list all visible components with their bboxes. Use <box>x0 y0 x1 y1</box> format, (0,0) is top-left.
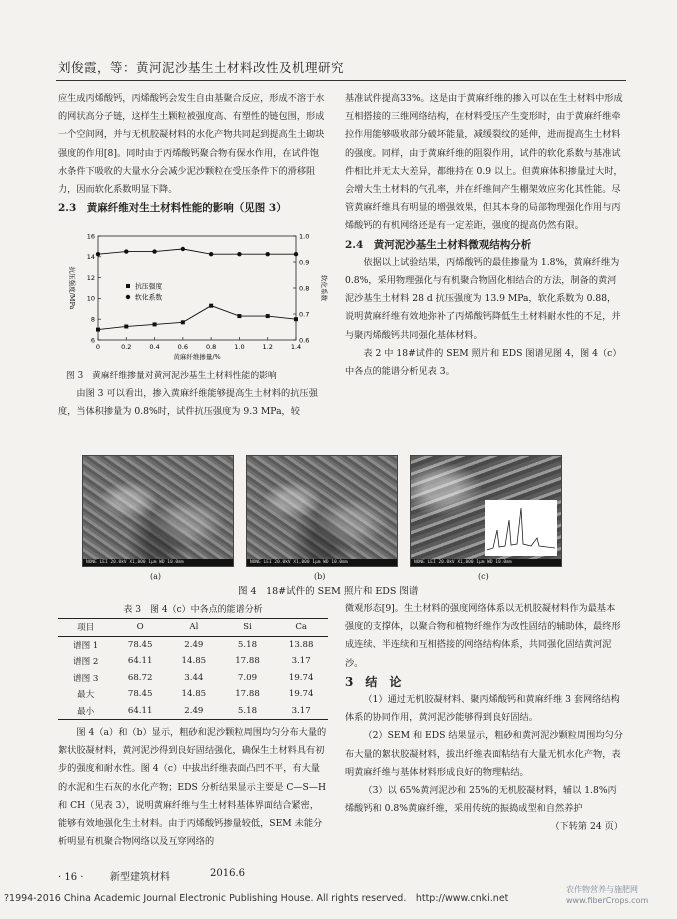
table-header-cell: 项目 <box>77 623 95 634</box>
x-tick-label: 0.2 <box>121 343 132 351</box>
right-column-lower <box>345 600 623 837</box>
y2-tick-label: 0.9 <box>299 258 310 267</box>
data-point <box>294 317 298 321</box>
conclusion-3: （3）以 65%黄河泥沙和 25%的无机胶凝材料，辅以 1.8%丙烯酸钙和 0.8%黄麻纤维，采用传统的振捣成型和自然养护 <box>345 785 617 815</box>
data-point <box>266 314 270 318</box>
y-tick-label: 8 <box>90 315 95 324</box>
running-header: 刘俊霞，等：黄河泥沙基生土材料改性及机理研究 <box>58 60 345 75</box>
table-cell: 2.49 <box>184 639 204 650</box>
eds-spectrum-inset <box>485 500 557 556</box>
y-axis-label: 抗压强度/MPa <box>68 266 76 310</box>
data-point <box>237 252 241 256</box>
table-cell: 78.45 <box>127 689 153 700</box>
panel-label-b: (b) <box>314 572 326 581</box>
y2-tick-label: 0.6 <box>299 336 310 345</box>
panel-label-c: (c) <box>478 572 489 581</box>
table-cell: 3.17 <box>291 656 311 667</box>
data-point <box>181 320 185 324</box>
figure-4-caption: 图 4 18#试件的 SEM 照片和 EDS 图谱 <box>238 586 419 597</box>
data-point <box>152 249 156 253</box>
table-3-caption: 表 3 图 4（c）中各点的能谱分析 <box>123 605 263 615</box>
right-column-upper <box>345 90 623 381</box>
x-tick-label: 1.4 <box>290 343 302 351</box>
copyright-line: ?1994-2016 China Academic Journal Electronic Publishing House. All rights reserved. http://www.cnki.net <box>4 893 509 904</box>
paragraph: 由图 3 可以看出，掺入黄麻纤维能够提高生土材料的抗压强度，当体积掺量为 0.8%时，试件抗压强度为 9.3 MPa，较 <box>58 388 318 418</box>
table-cell: 最大 <box>77 690 95 701</box>
data-point <box>294 252 298 256</box>
sem-image-a <box>82 455 234 567</box>
paragraph: 微观形态[9]。生土材料的强度网络体系以无机胶凝材料作为最基本强度的支撑体，以聚合物和植物纤维作为改性固结的辅助体，最终形成连续、半连续和互相搭接的网络结构体系，共同强化固结黄河泥沙。 <box>345 603 621 669</box>
section-heading-2-4: 2.4 黄河泥沙基生土材料微观结构分析 <box>345 238 532 251</box>
left-column-mid <box>58 385 328 421</box>
y-tick-label: 16 <box>86 232 95 241</box>
x-tick-label: 0.4 <box>149 343 160 351</box>
x-tick-label: 1.0 <box>234 343 245 351</box>
table-row <box>58 686 328 703</box>
left-column-upper <box>58 90 328 217</box>
data-point <box>181 247 185 251</box>
legend-label: 软化系数 <box>135 293 163 302</box>
data-point <box>266 252 270 256</box>
watermark: 农作物营养与施肥网 www.fiberCrops.com <box>566 885 649 905</box>
table-cell: 14.85 <box>181 689 207 700</box>
journal-name: 新型建筑材料 <box>110 872 170 883</box>
x-tick-label: 0.6 <box>177 343 189 351</box>
table-cell: 5.18 <box>237 639 258 650</box>
table-header-cell: Si <box>243 622 252 633</box>
table-cell: 谱图 1 <box>72 640 99 651</box>
figure-3-chart <box>58 228 330 368</box>
table-cell: 13.88 <box>288 639 314 650</box>
page-number: · 16 · <box>58 872 84 883</box>
data-point <box>124 324 128 328</box>
y2-tick-label: 0.7 <box>299 310 310 319</box>
x-tick-label: 0 <box>95 343 101 351</box>
table-cell: 3.44 <box>184 672 204 683</box>
table-cell: 17.88 <box>235 689 260 700</box>
y2-tick-label: 1.0 <box>299 232 310 241</box>
data-point <box>124 249 128 253</box>
conclusion-1: （1）通过无机胶凝材料、聚丙烯酸钙和黄麻纤维 3 套网络结构体系的协同作用，黄河泥沙能够得到良好固结。 <box>345 694 620 724</box>
table-cell: 68.72 <box>127 672 153 683</box>
y-tick-label: 6 <box>90 336 95 345</box>
table-row <box>58 636 328 653</box>
paragraph: 图 4（a）和（b）显示，粗砂和泥沙颗粒周围均匀分布大量的絮状胶凝材料，黄河泥沙得到良好固结强化，确保生土材料具有初步的强度和耐水性。图 4（c）中拔出纤维表面凸凹不平，有大量的水泥和生石灰的水化产物；EDS 分析结果显示主要是 C—S—H 和 CH（见表 3），说明黄麻纤维与生土材料基体界面结合紧密，能够有效地强化生土材料。由于丙烯酸钙掺量较低，SEM 未能分析明显有机聚合物网络以及互穿网络的 <box>58 727 327 848</box>
x-axis-label: 黄麻纤维掺量/% <box>173 353 221 361</box>
table-header-row <box>58 619 328 637</box>
table-header-cell: Al <box>189 622 199 633</box>
y2-axis-label: 软化系数 <box>320 275 328 301</box>
table-cell: 3.17 <box>291 705 311 716</box>
panel-label-a: (a) <box>150 572 162 581</box>
sem-image-c <box>410 455 562 567</box>
sem-info-bar: NONE LEI 20.0kV X1,000 1μm WD 10.0mm <box>411 559 561 566</box>
data-point <box>153 322 157 326</box>
sem-info-bar: NONE LEI 20.0kV X1,000 1μm WD 10.0mm <box>83 559 233 566</box>
table-cell: 19.74 <box>288 672 314 683</box>
conclusion-2: （2）SEM 和 EDS 结果显示，粗砂和黄河泥沙颗粒周围均匀分布大量的絮状胶凝材料，拔出纤维表面粘结有大量无机水化产物，表明黄麻纤维与基体材料形成良好的物理粘结。 <box>345 730 623 778</box>
data-point <box>209 252 213 256</box>
table-row <box>58 670 328 687</box>
table-cell: 19.74 <box>288 689 314 700</box>
table-cell: 17.88 <box>235 656 260 667</box>
data-point <box>96 328 100 332</box>
journal-issue: 2016.6 <box>210 868 245 879</box>
table-3 <box>58 618 328 720</box>
table-cell: 最小 <box>77 706 95 717</box>
table-cell: 78.45 <box>127 639 153 650</box>
x-tick-label: 0.8 <box>205 343 217 351</box>
paragraph: 应生成丙烯酸钙，丙烯酸钙会发生自由基聚合反应，形成不溶于水的网状高分子链，这样生土颗粒被强度高、有塑性的链包围，形成一个空间网，并与无机胶凝材料的水化产物共同起到提高生土砌块强度的作用[8]。同时由于丙烯酸钙聚合物有保水作用，在试件饱水条件下吸收的大量水分会减少泥沙颗粒在受压条件下的滑移阻力，因而软化系数明显下降。 <box>58 93 325 196</box>
legend-marker <box>126 295 130 299</box>
y-tick-label: 14 <box>86 253 95 262</box>
legend-label: 抗压强度 <box>135 282 163 291</box>
table-cell: 谱图 2 <box>72 657 99 668</box>
table-cell: 64.11 <box>127 705 153 716</box>
table-cell: 7.09 <box>237 672 258 683</box>
header-rule <box>56 80 626 81</box>
x-tick-label: 1.2 <box>262 343 273 351</box>
section-heading-2-3: 2.3 黄麻纤维对生土材料性能的影响（见图 3） <box>58 202 287 215</box>
left-column-lower <box>58 724 328 851</box>
table-cell: 64.11 <box>127 656 153 667</box>
paragraph: 表 2 中 18#试件的 SEM 照片和 EDS 图谱见图 4，图 4（c）中各点的能谱分析见表 3。 <box>345 347 622 378</box>
table-cell: 14.85 <box>181 656 207 667</box>
table-header-cell: O <box>136 622 144 633</box>
table-row <box>58 653 328 670</box>
data-point <box>237 314 241 318</box>
paragraph: 基准试件提高33%。这是由于黄麻纤维的掺入可以在生土材料中形成互相搭接的三维网络结构，在材料受压产生变形时，由于黄麻纤维牵拉作用能够吸收部分破坏能量，减缓裂纹的延伸，进而提高生土材料的强度。同样，由于黄麻纤维的阻裂作用，试件的软化系数与基准试件相比并无太大差异，都维持在 0.9 以上。但黄麻体积掺量过大时，会增大生土材料的气孔率，并在纤维间产生棚架效应劣化其性能。尽管黄麻纤维具有明显的增强效果，但其本身的局部物理强化作用与丙烯酸钙的有机网络还是有一定差距，强度的提高仍然有限。 <box>345 93 623 232</box>
y-tick-label: 10 <box>86 294 95 303</box>
y-tick-label: 12 <box>86 273 95 282</box>
paragraph: 依据以上试验结果，丙烯酸钙的最佳掺量为 1.8%，黄麻纤维为 0.8%，采用物理强化与有机聚合物固化相结合的方法，制备的黄河泥沙基生土材料 28 d 抗压强度为 13.9 MPa，软化系数为 0.88，说明黄麻纤维有效地弥补了丙烯酸钙降低生土材料耐水性的不足，并与聚丙烯酸钙共同强化基体材料。 <box>345 256 621 341</box>
sem-image-b <box>246 455 398 567</box>
section-heading-3: 3 结 论 <box>345 674 402 689</box>
sem-info-bar: NONE LEI 20.0kV X1,000 1μm WD 10.0mm <box>247 559 397 566</box>
data-point <box>209 304 213 308</box>
figure-3-caption: 图 3 黄麻纤维掺量对黄河泥沙基生土材料性能的影响 <box>66 371 277 381</box>
table-header-cell: Ca <box>295 622 308 633</box>
table-cell: 谱图 3 <box>72 673 99 684</box>
data-point <box>96 252 100 256</box>
continued-note: （下转第 24 页） <box>550 821 623 833</box>
table-cell: 5.18 <box>237 705 258 716</box>
legend-marker <box>126 284 130 288</box>
table-row <box>58 703 328 720</box>
table-cell: 2.49 <box>184 705 204 716</box>
y2-tick-label: 0.8 <box>299 284 310 293</box>
